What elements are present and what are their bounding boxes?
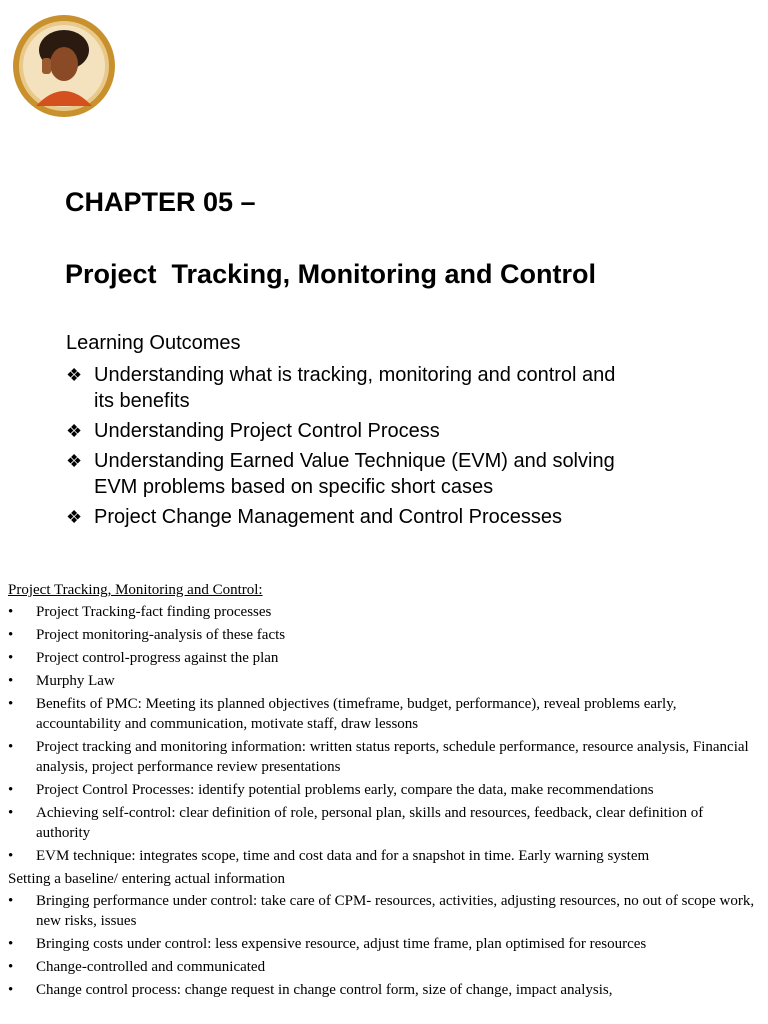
bullet-icon: • <box>8 673 14 689</box>
bullet-icon: • <box>8 696 14 712</box>
list-item: • Project Control Processes: identify potential problems early, compare the data, make recommendations <box>8 782 654 798</box>
diamond-bullet-icon: ❖ <box>66 507 83 527</box>
list-item: • Change control process: change request in change control form, size of change, impact analysis, <box>8 982 613 998</box>
list-item: • Project tracking and monitoring information: written status reports, schedule performance, resource analysis, Financial analysis, project performance review presentations <box>8 739 749 775</box>
diamond-bullet-icon: ❖ <box>66 421 83 441</box>
list-item: • Bringing performance under control: take care of CPM- resources, activities, adjusting resources, no out of scope work, new risks, issues <box>8 893 755 929</box>
list-item: • Project control-progress against the plan <box>8 650 279 666</box>
list-item: • Project monitoring-analysis of these facts <box>8 627 286 643</box>
list-item: • Project Tracking-fact finding processes <box>8 604 272 620</box>
list-item: ❖ Understanding Project Control Process <box>66 420 440 442</box>
chapter-heading: CHAPTER 05 – <box>65 187 256 217</box>
learning-outcomes-heading: Learning Outcomes <box>66 332 241 354</box>
bullet-icon: • <box>8 936 14 952</box>
diamond-bullet-icon: ❖ <box>66 451 83 471</box>
notes-list-1 <box>8 602 760 866</box>
notes-subheading: Setting a baseline/ entering actual information <box>8 871 285 887</box>
bullet-icon: • <box>8 627 14 643</box>
bullet-icon: • <box>8 650 14 666</box>
notes-list-2 <box>8 891 760 1000</box>
notes-section <box>8 580 760 1003</box>
list-item: ❖ Understanding what is tracking, monitoring and control and its benefits <box>66 364 616 412</box>
list-item: • Change-controlled and communicated <box>8 959 266 975</box>
learning-outcomes-list <box>66 362 626 534</box>
list-item: ❖ Project Change Management and Control Processes <box>66 506 563 528</box>
bullet-icon: • <box>8 805 14 821</box>
bullet-icon: • <box>8 893 14 909</box>
bullet-icon: • <box>8 848 14 864</box>
bullet-icon: • <box>8 739 14 755</box>
bullet-icon: • <box>8 959 14 975</box>
bullet-icon: • <box>8 782 14 798</box>
diamond-bullet-icon: ❖ <box>66 365 83 385</box>
list-item: • Bringing costs under control: less expensive resource, adjust time frame, plan optimised for resources <box>8 936 647 952</box>
chapter-title: Project Tracking, Monitoring and Control <box>65 259 597 289</box>
bullet-icon: • <box>8 982 14 998</box>
list-item: • EVM technique: integrates scope, time and cost data and for a snapshot in time. Early warning system <box>8 848 650 864</box>
list-item: • Achieving self-control: clear definition of role, personal plan, skills and resources, feedback, clear definition of authority <box>8 805 704 841</box>
bullet-icon: • <box>8 604 14 620</box>
list-item: • Murphy Law <box>8 673 115 689</box>
notes-heading: Project Tracking, Monitoring and Control: <box>8 582 263 598</box>
list-item: • Benefits of PMC: Meeting its planned objectives (timeframe, budget, performance), reveal problems early, accountability and communication, motivate staff, draw lessons <box>8 696 677 732</box>
list-item: ❖ Understanding Earned Value Technique (EVM) and solving EVM problems based on specific short cases <box>66 450 615 498</box>
